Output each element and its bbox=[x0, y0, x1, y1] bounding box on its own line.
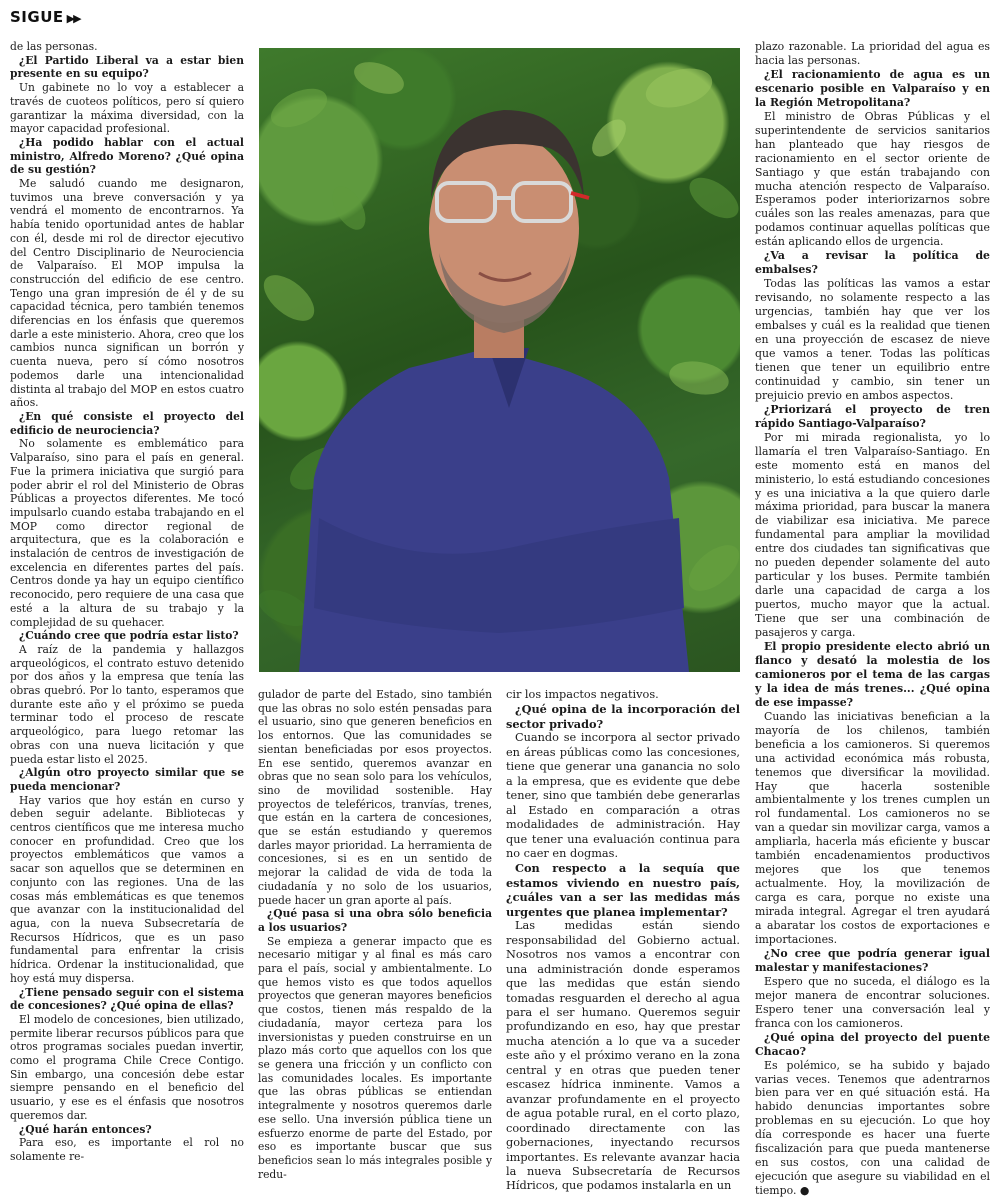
answer-paragraph: A raíz de la pandemia y hallazgos arqueológicos, el contrato estuvo detenido por dos años y la empresa que tenía las obras quebró. Por lo tanto, esperamos que durante este año y el próximo se pueda terminar todo el proceso de rescate arqueológico, para luego retomar las obras con una nueva licitación y que pueda estar listo el 2025. bbox=[10, 642, 244, 766]
answer-paragraph: Espero que no suceda, el diálogo es la mejor manera de encontrar soluciones. Espero tener una conversación leal y franca con los camioneros. bbox=[755, 974, 990, 1030]
portrait-illustration bbox=[259, 48, 740, 672]
continued-text: plazo razonable. La prioridad del agua es hacia las personas. bbox=[755, 40, 990, 67]
leaf bbox=[326, 181, 373, 236]
answer-paragraph: Me saludó cuando me designaron, tuvimos una breve conversación y ya vendrá el momento de encontrarnos. Ya había tenido oportunidad antes de hablar con él, desde mi rol de director ejecutivo del Centro Disciplinario de Neurociencia de Valparaíso. El MOP impulsa la construcción del edificio de ese centro. Tengo una gran impresión de él y de su capacidad técnica, pero también tenemos diferencias en los énfasis que queremos darle a este ministerio. Ahora, creo que los cambios nunca significan un borrón y cuenta nueva, pero sí cómo nosotros podemos darle una intencionalidad distinta al trabajo del MOP en estos cuatro años. bbox=[10, 177, 244, 410]
interview-question: ¿Algún otro proyecto similar que se pueda mencionar? bbox=[10, 766, 244, 793]
leaf bbox=[682, 170, 740, 227]
answer-paragraph: El ministro de Obras Públicas y el superintendente de servicios sanitarios han planteado que hay riesgos de racionamiento en el sector oriente de Santiago y que están trabajando con mucha atención respecto de Valparaíso. Esperamos poder interiorizarnos sobre cuáles son las reales amenazas, para que podamos continuar aquellas políticas que están aplicando ellos de urgencia. bbox=[755, 109, 990, 249]
continued-text: cir los impactos negativos. bbox=[506, 688, 659, 701]
answer-paragraph: Cuando las iniciativas benefician a la mayoría de los chilenos, también beneficia a los camioneros. Si queremos una actividad económica más robusta, tenemos que diversificar la movilidad. Hay que hacerla sostenible ambientalmente y los trenes cumplen un rol fundamental. Los camioneros no se van a quedar sin movilizar carga, vamos a ampliarla, hacerla más eficiente y buscar también encadenamientos productivos mejores que los que tenemos actualmente. Hoy, la movilización de carga es cara, porque no existe una mirada integral. Agregar el tren ayudará a abaratar los costos de exportaciones e importaciones. bbox=[755, 709, 990, 946]
interview-question: ¿Ha podido hablar con el actual ministro, Alfredo Moreno? ¿Qué opina de su gestión? bbox=[10, 135, 244, 177]
answer-paragraph: Todas las políticas las vamos a estar revisando, no solamente respecto a las urgencias, también hay que ver los embalses y cuál es la realidad que tienen en una proyección de escasez de nieve que vamos a tener. Todas las políticas tienen que tener un equilibrio entre continuidad y cambio, sin tener un prejuicio previo en ambos aspectos. bbox=[755, 277, 990, 402]
leaf bbox=[259, 266, 322, 329]
article-column-3 bbox=[506, 688, 740, 1200]
interviewee-photo bbox=[259, 48, 740, 672]
answer-paragraph: Cuando se incorpora al sector privado en áreas públicas como las concesiones, tiene que generar una ganancia no solo a la empresa, que es evidente que debe tener, sino que también debe generarlas al Estado en comparación a otras modalidades de administración. Hay que tener una evaluación continua para no caer en dogmas. bbox=[506, 731, 740, 860]
interview-question: ¿Qué opina de la incorporación del sector privado? bbox=[506, 702, 740, 731]
section-header bbox=[10, 8, 80, 26]
continued-text: gulador de parte del Estado, sino también que las obras no solo estén pensadas para el usuario, sino que generen beneficios en los entornos. Que las comunidades se sientan beneficiadas por esos proyectos. En ese sentido, queremos avanzar en obras que no sean solo para los vehículos, sino de movilidad sostenible. Hay proyectos de teleféricos, tranvías, trenes, que están en la cartera de concesiones, que se están estudiando y queremos darles mayor prioridad. La herramienta de concesiones, si es en un sentido de mejorar la calidad de vida de toda la ciudadanía y no solo de los usuarios, puede hacer un gran aporte al país. bbox=[258, 688, 492, 907]
interview-question: ¿Qué opina del proyecto del puente Chacao? bbox=[755, 1030, 990, 1058]
answer-paragraph: Un gabinete no lo voy a establecer a través de cuoteos políticos, pero sí quiero garantizar la máxima diversidad, con la mayor capacidad profesional. bbox=[10, 81, 244, 136]
leaf bbox=[641, 62, 716, 114]
interview-question: ¿No cree que podría generar igual malestar y manifestaciones? bbox=[755, 946, 990, 974]
article-column-1 bbox=[10, 40, 244, 1200]
forward-arrows-icon: ▶▶ bbox=[66, 12, 80, 25]
leaf bbox=[681, 536, 740, 599]
leaf bbox=[667, 357, 732, 399]
continued-text: de las personas. bbox=[10, 40, 98, 53]
leaf bbox=[350, 56, 408, 100]
article-column-2 bbox=[258, 688, 492, 1200]
interview-question: El propio presidente electo abrió un flanco y desató la molestia de los camioneros por el tema de las cargas y la idea de más trenes... ¿Qué opina de ese impasse? bbox=[755, 639, 990, 709]
header-label: SIGUE bbox=[10, 8, 64, 26]
interview-question: Con respecto a la sequía que estamos viviendo en nuestro país, ¿cuáles van a ser las medidas más urgentes que planea implementar? bbox=[506, 861, 740, 919]
answer-paragraph: Se empieza a generar impacto que es necesario mitigar y al final es más caro para el país, social y ambientalmente. Lo que hemos visto es que todos aquellos proyectos que generan mayores beneficios que costos, tienen más respaldo de la ciudadanía, mayor certeza para los inversionistas y pueden construirse en un plazo más corto que aquellos con los que se genera una fricción y un conflicto con las comunidades locales. Es importante que las obras públicas se entiendan integralmente y nosotros queremos darle ese sello. Una inversión pública tiene un esfuerzo enorme de parte del Estado, por eso es importante buscar que sus beneficios sean lo más integrales posible y redu- bbox=[258, 934, 492, 1181]
answer-paragraph: El modelo de concesiones, bien utilizado, permite liberar recursos públicos para que otros programas sociales puedan invertir, como el programa Chile Crece Contigo. Sin embargo, una concesión debe estar siempre pensando en el beneficio del usuario, y ese es el énfasis que nosotros queremos dar. bbox=[10, 1012, 244, 1122]
interview-question: ¿Tiene pensado seguir con el sistema de concesiones? ¿Qué opina de ellas? bbox=[10, 985, 244, 1013]
interview-question: ¿En qué consiste el proyecto del edificio de neurociencia? bbox=[10, 409, 244, 437]
article-column-4 bbox=[755, 40, 990, 1200]
answer-paragraph: Por mi mirada regionalista, yo lo llamaría el tren Valparaíso-Santiago. En este momento está en manos del ministerio, lo está estudiando concesiones y es una iniciativa a la que quiero darle máxima prioridad, para buscar la manera de viabilizar esa iniciativa. Me parece fundamental para ampliar la movilidad entre dos ciudades tan significativas que no pueden depender solamente del auto particular y los buses. Permite también darle una capacidad de carga a los puertos, mucho mayor que la actual. Tiene que ser una combinación de pasajeros y carga. bbox=[755, 430, 990, 640]
interview-question: ¿Qué harán entonces? bbox=[19, 1122, 152, 1136]
leaf bbox=[265, 81, 333, 135]
answer-paragraph: No solamente es emblemático para Valparaíso, sino para el país en general. Fue la primera iniciativa que surgió para poder abrir el rol del Ministerio de Obras Públicas a proyectos diferentes. Me tocó impulsarlo cuando estaba trabajando en el MOP como director regional de arquitectura, que es la colaboración e instalación de centros de investigación de excelencia en diferentes partes del país. Centros donde ya hay un equipo científico reconocido, pero requiere de una casa que esté a la altura de su trabajo y la complejidad de su quehacer. bbox=[10, 437, 244, 629]
answer-paragraph: Para eso, es importante el rol no solamente re- bbox=[10, 1136, 244, 1163]
interview-question: ¿El Partido Liberal va a estar bien presente en su equipo? bbox=[10, 53, 244, 81]
interview-question: ¿Va a revisar la política de embalses? bbox=[755, 249, 990, 277]
leaf bbox=[586, 113, 633, 162]
interview-question: ¿Qué pasa si una obra sólo beneficia a los usuarios? bbox=[258, 907, 492, 934]
answer-paragraph: Las medidas están siendo responsabilidad del Gobierno actual. Nosotros nos vamos a encontrar con una administración donde esperamos que las medidas que están siendo tomadas resguarden el derecho al agua para el ser humano. Queremos seguir profundizando en eso, hay que prestar mucha atención a lo que va a suceder este año y el próximo verano en la zona central y en otras que pueden tener escasez hídrica inminente. Vamos a avanzar profundamente en el proyecto de agua potable rural, en el corto plazo, coordinado directamente con las gobernaciones, inyectando recursos importantes. Es relevante avanzar hacia la nueva Subsecretaría de Recursos Hídricos, que podamos instalarla en un bbox=[506, 919, 740, 1193]
interview-question: ¿El racionamiento de agua es un escenario posible en Valparaíso y en la Región Metropolitana? bbox=[755, 67, 990, 109]
answer-paragraph: Hay varios que hoy están en curso y deben seguir adelante. Bibliotecas y centros científicos que me interesa mucho conocer en profundidad. Creo que los proyectos emblemáticos que vamos a sacar son aquellos que se determinen en conjunto con las regiones. Una de las cosas más emblemáticas es que tenemos que avanzar con la institucionalidad del agua, con la nueva Subsecretaría de Recursos Hídricos, que es un paso fundamental para enfrentar la crisis hídrica. Ordenar la institucionalidad, que hoy está muy dispersa. bbox=[10, 793, 244, 985]
interview-question: ¿Cuándo cree que podría estar listo? bbox=[19, 629, 239, 643]
interview-question: ¿Priorizará el proyecto de tren rápido Santiago-Valparaíso? bbox=[755, 402, 990, 430]
answer-paragraph: Es polémico, se ha subido y bajado varias veces. Tenemos que adentrarnos bien para ver en qué situación está. Ha habido denuncias importantes sobre problemas en su ejecución. Lo que hoy día corresponde es hacer una fuerte fiscalización para que pueda mantenerse en sus costos, con una calidad de ejecución que asegure su viabilidad en el tiempo. ● bbox=[755, 1058, 990, 1198]
